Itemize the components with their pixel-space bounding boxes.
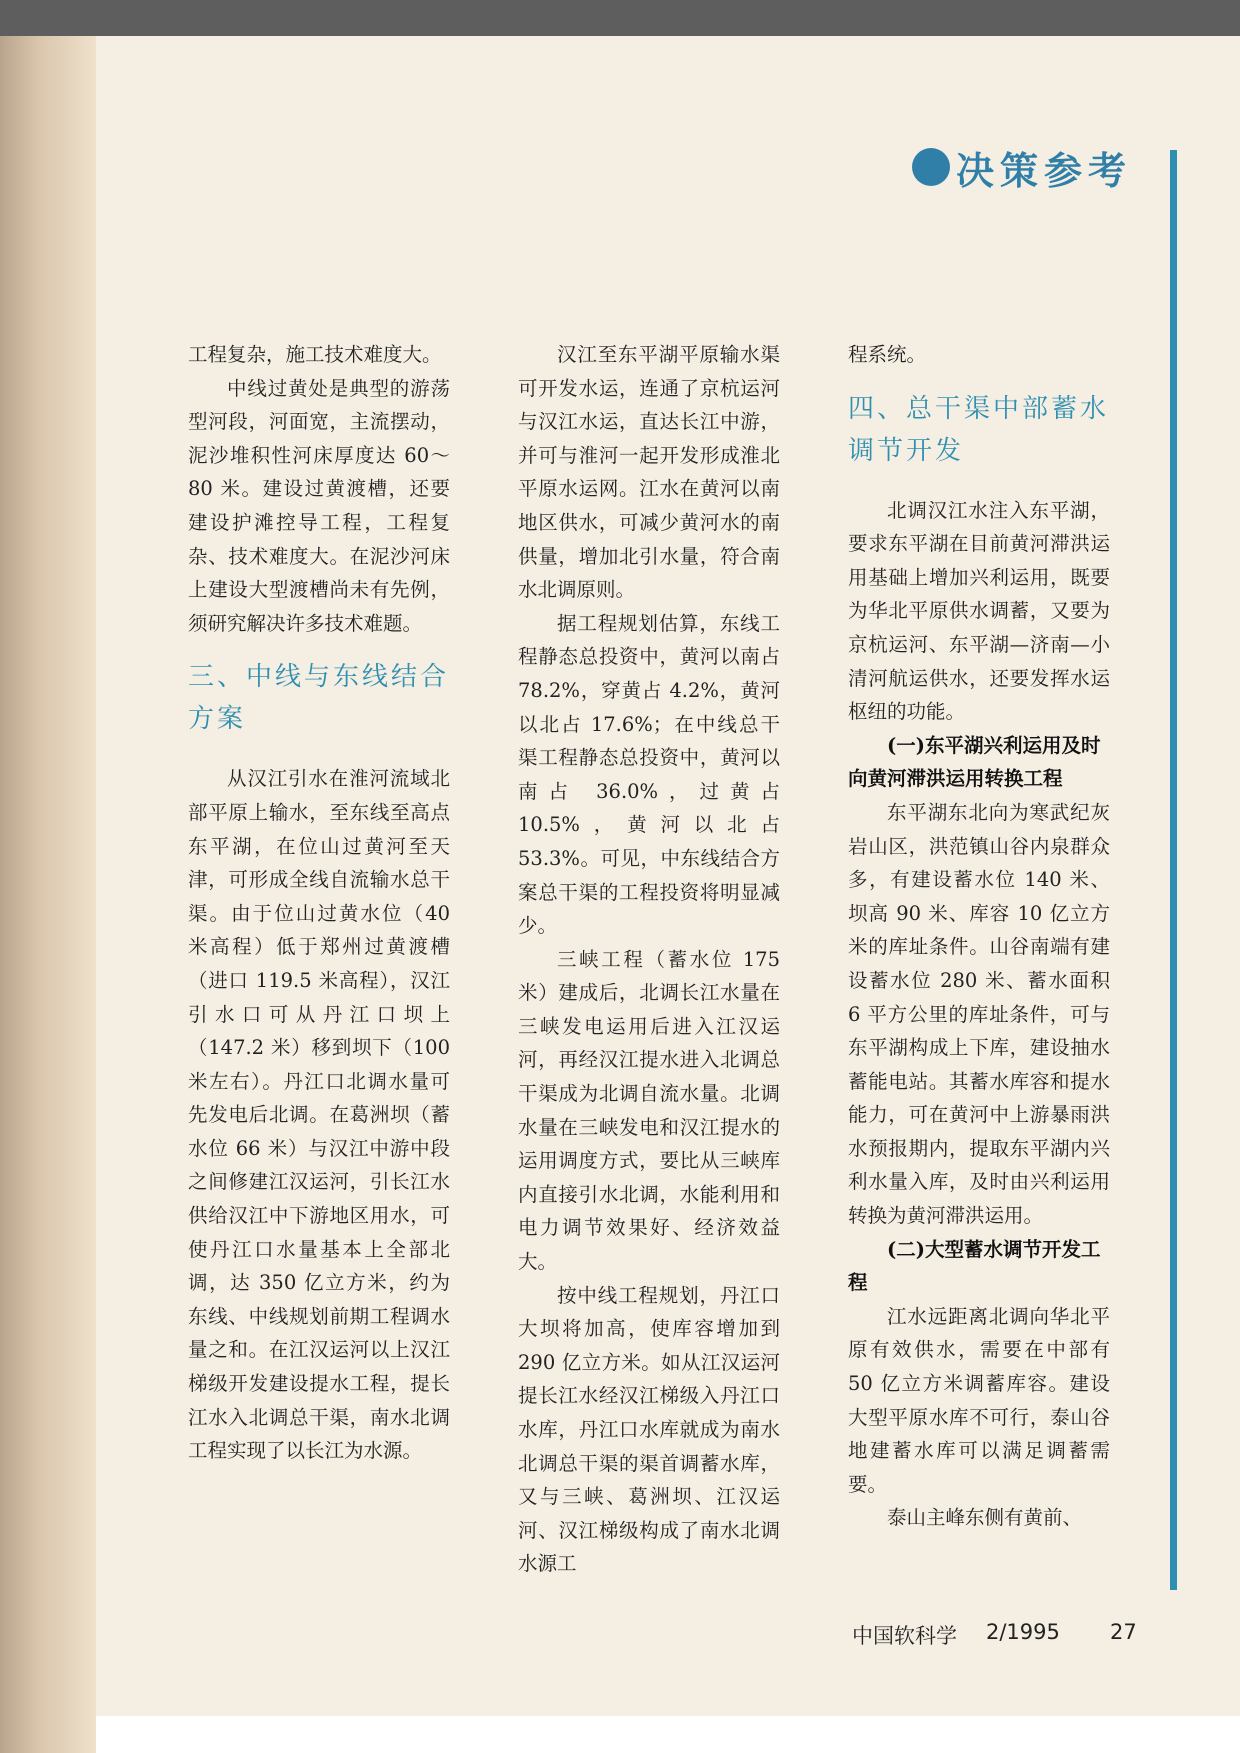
paragraph: 工程复杂，施工技术难度大。: [188, 343, 442, 366]
paragraph: 中线过黄处是典型的游荡型河段，河面宽，主流摆动，泥沙堆积性河床厚度达 60～80 米。建设过黄渡槽，还要建设护滩控导工程，工程复杂、技术难度大。在泥沙河床上建设大型渡槽尚未有先例，须研究解决许多技术难题。: [188, 376, 450, 635]
issue-number: 2/1995: [986, 1620, 1060, 1644]
subsection-heading: (二)大型蓄水调节开发工程: [848, 1237, 1101, 1295]
text-column-1: [188, 338, 450, 1468]
paragraph: 北调汉江水注入东平湖，要求东平湖在目前黄河滞洪运用基础上增加兴利运用，既要为华北平原供水调蓄，又要为京杭运河、东平湖—济南—小清河航运供水，还要发挥水运枢纽的功能。: [848, 498, 1110, 724]
previous-page-edge: [0, 36, 96, 1753]
scan-bottom-border: [96, 1716, 1240, 1753]
section-header: [912, 140, 1132, 194]
section-heading: 三、中线与东线结合方案: [188, 662, 450, 735]
paragraph: 江水远距离北调向华北平原有效供水，需要在中部有 50 亿立方米调蓄库容。建设大型平原水库不可行，泰山谷地建蓄水库可以满足调蓄需要。: [848, 1304, 1110, 1496]
section-title: 决策参考: [956, 148, 1133, 193]
paragraph: 按中线工程规划，丹江口大坝将加高，使库容增加到 290 亿立方米。如从江汉运河提长江水经汉江梯级入丹江口水库，丹江口水库就成为南水北调总干渠的渠首调蓄水库，又与三峡、葛洲坝、江汉运河、汉江梯级构成了南水北调水源工: [518, 1283, 780, 1576]
section-rule: [1170, 150, 1177, 1590]
paragraph: 三峡工程（蓄水位 175 米）建成后，北调长江水量在三峡发电运用后进入江汉运河，再经汉江提水进入北调总干渠成为北调自流水量。北调水量在三峡发电和汉江提水的运用调度方式，要比从三峡库内直接引水北调，水能利用和电力调节效果好、经济效益大。: [518, 947, 780, 1274]
journal-name: 中国软科学: [852, 1624, 957, 1648]
paragraph: 程系统。: [848, 343, 927, 366]
paragraph: 从汉江引水在淮河流域北部平原上输水，至东线至高点东平湖，在位山过黄河至天津，可形成全线自流输水总干渠。由于位山过黄水位（40 米高程）低于郑州过黄渡槽（进口 119.5 米高程），汉江引水口可从丹江口坝上（147.2 米）移到坝下（100 米左右）。丹江口北调水量可先发电后北调。在葛洲坝（蓄水位 66 米）与汉江中游中段之间修建江汉运河，引长江水供给汉江中下游地区用水，可使丹江口水量基本上全部北调，达 350 亿立方米，约为东线、中线规划前期工程调水量之和。在江汉运河以上汉江梯级开发建设提水工程，提长江水入北调总干渠，南水北调工程实现了以长江为水源。: [188, 767, 450, 1463]
text-column-3: [848, 338, 1110, 1535]
section-heading: 四、总干渠中部蓄水调节开发: [848, 393, 1110, 466]
header-dot-icon: [912, 148, 950, 186]
paragraph: 据工程规划估算，东线工程静态总投资中，黄河以南占 78.2%，穿黄占 4.2%，黄河以北占 17.6%；在中线总干渠工程静态总投资中，黄河以南占 36.0%，过黄占 10.5%，黄河以北占 53.3%。可见，中东线结合方案总干渠的工程投资将明显减少。: [518, 611, 780, 938]
scan-top-border: [0, 0, 1240, 36]
page-number: 27: [1110, 1620, 1137, 1644]
paragraph: 汉江至东平湖平原输水渠可开发水运，连通了京杭运河与汉江水运，直达长江中游，并可与淮河一起开发形成淮北平原水运网。江水在黄河以南地区供水，可减少黄河水的南供量，增加北引水量，符合南水北调原则。: [518, 343, 780, 602]
text-column-2: [518, 338, 780, 1581]
paragraph: 泰山主峰东侧有黄前、: [887, 1506, 1083, 1530]
paragraph: 东平湖东北向为寒武纪灰岩山区，洪范镇山谷内泉群众多，有建设蓄水位 140 米、坝高 90 米、库容 10 亿立方米的库址条件。山谷南端有建设蓄水位 280 米、蓄水面积 6 平方公里的库址条件，可与东平湖构成上下库，建设抽水蓄能电站。其蓄水库容和提水能力，可在黄河中上游暴雨洪水预报期内，提取东平湖内兴利水量入库，及时由兴利运用转换为黄河滞洪运用。: [848, 800, 1110, 1228]
subsection-heading: (一)东平湖兴利运用及时向黄河滞洪运用转换工程: [848, 733, 1101, 791]
